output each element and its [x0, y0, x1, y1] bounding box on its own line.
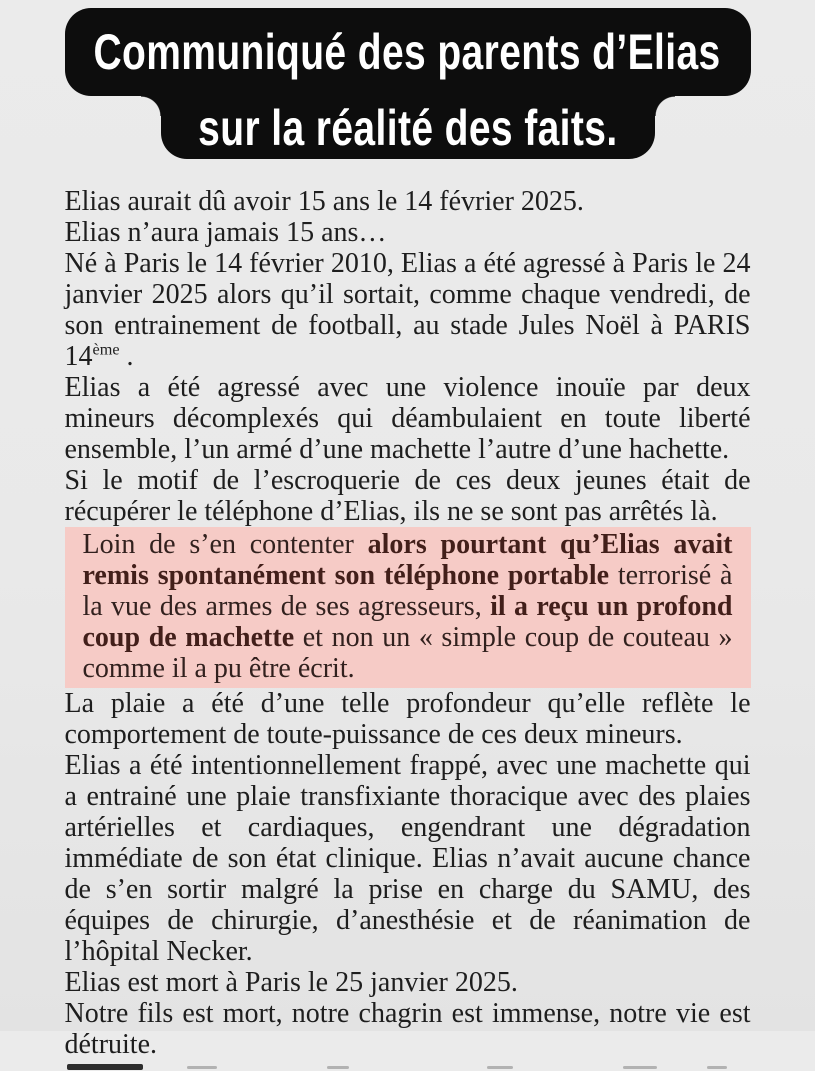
document-body — [65, 186, 751, 1071]
paragraph-wound-depth: La plaie a été d’une telle profondeur qu’elle reflète le comportement de toute-puissance de ces deux mineurs. — [64, 688, 751, 750]
clipped-text-remnant — [707, 1066, 727, 1069]
paragraph-medical: Elias a été intentionnellement frappé, avec une machette qui a entrainé une plaie transfixiante thoracique avec des plaies artérielles et cardiaques, engendrant une dégradation immédiate de son état clinique. Elias n’avait aucune chance de s’en sortir malgré la prise en charge du SAMU, des équipes de chirurgie, d’anesthésie et de réanimation de l’hôpital Necker. — [64, 750, 751, 967]
highlight-segment-1: Loin de s’en contenter — [82, 529, 368, 560]
paragraph-attack-context-period: . — [119, 341, 134, 372]
paragraph-attack-context-text: Né à Paris le 14 février 2010, Elias a été agressé à Paris le 24 janvier 2025 alors qu’il sortait, comme chaque vendredi, de son entrainement de football, au stade Jules Noël à PARIS 14 — [64, 248, 751, 372]
banner-title-line-2: sur la réalité des faits. — [197, 99, 618, 156]
clipped-bottom-line — [65, 1063, 751, 1071]
banner-line-2 — [161, 96, 655, 159]
ordinal-superscript: ème — [92, 340, 120, 359]
highlight-segment-3: terrorisé à la vue des armes de ses agresseurs, — [82, 560, 733, 622]
paragraph-attack-context — [65, 248, 751, 372]
paragraph-violence: Elias a été agressé avec une violence inouïe par deux mineurs décomplexés qui déambulaient en toute liberté ensemble, l’un armé d’une machette l’autre d’une hachette. — [64, 372, 751, 465]
header-banner — [0, 8, 815, 159]
clipped-text-remnant — [327, 1066, 349, 1069]
clipped-text-remnant — [187, 1066, 217, 1069]
paragraph-death: Elias est mort à Paris le 25 janvier 2025. — [64, 967, 518, 998]
highlighted-paragraph — [65, 527, 751, 688]
clipped-text-remnant — [487, 1066, 513, 1069]
highlight-segment-2-bold: alors pourtant qu’Elias avait remis spontanément son téléphone portable — [82, 529, 733, 591]
highlight-segment-4-bold: il a reçu un profond coup de machette — [82, 591, 733, 653]
clipped-text-remnant — [623, 1066, 657, 1069]
paragraph-birthday: Elias aurait dû avoir 15 ans le 14 février 2025. — [64, 186, 584, 217]
paragraph-motive: Si le motif de l’escroquerie de ces deux jeunes était de récupérer le téléphone d’Elias, ils ne se sont pas arrêtés là. — [64, 465, 751, 527]
paragraph-never-15: Elias n’aura jamais 15 ans… — [64, 217, 387, 248]
banner-title-line-1: Communiqué des parents d’Elias — [93, 24, 722, 80]
page — [0, 8, 815, 1060]
clipped-text-remnant — [67, 1064, 143, 1070]
banner-line-1 — [65, 8, 751, 96]
highlight-segment-5: et non un « simple coup de couteau » comme il a pu être écrit. — [82, 622, 733, 684]
paragraph-grief: Notre fils est mort, notre chagrin est immense, notre vie est détruite. — [64, 998, 751, 1060]
